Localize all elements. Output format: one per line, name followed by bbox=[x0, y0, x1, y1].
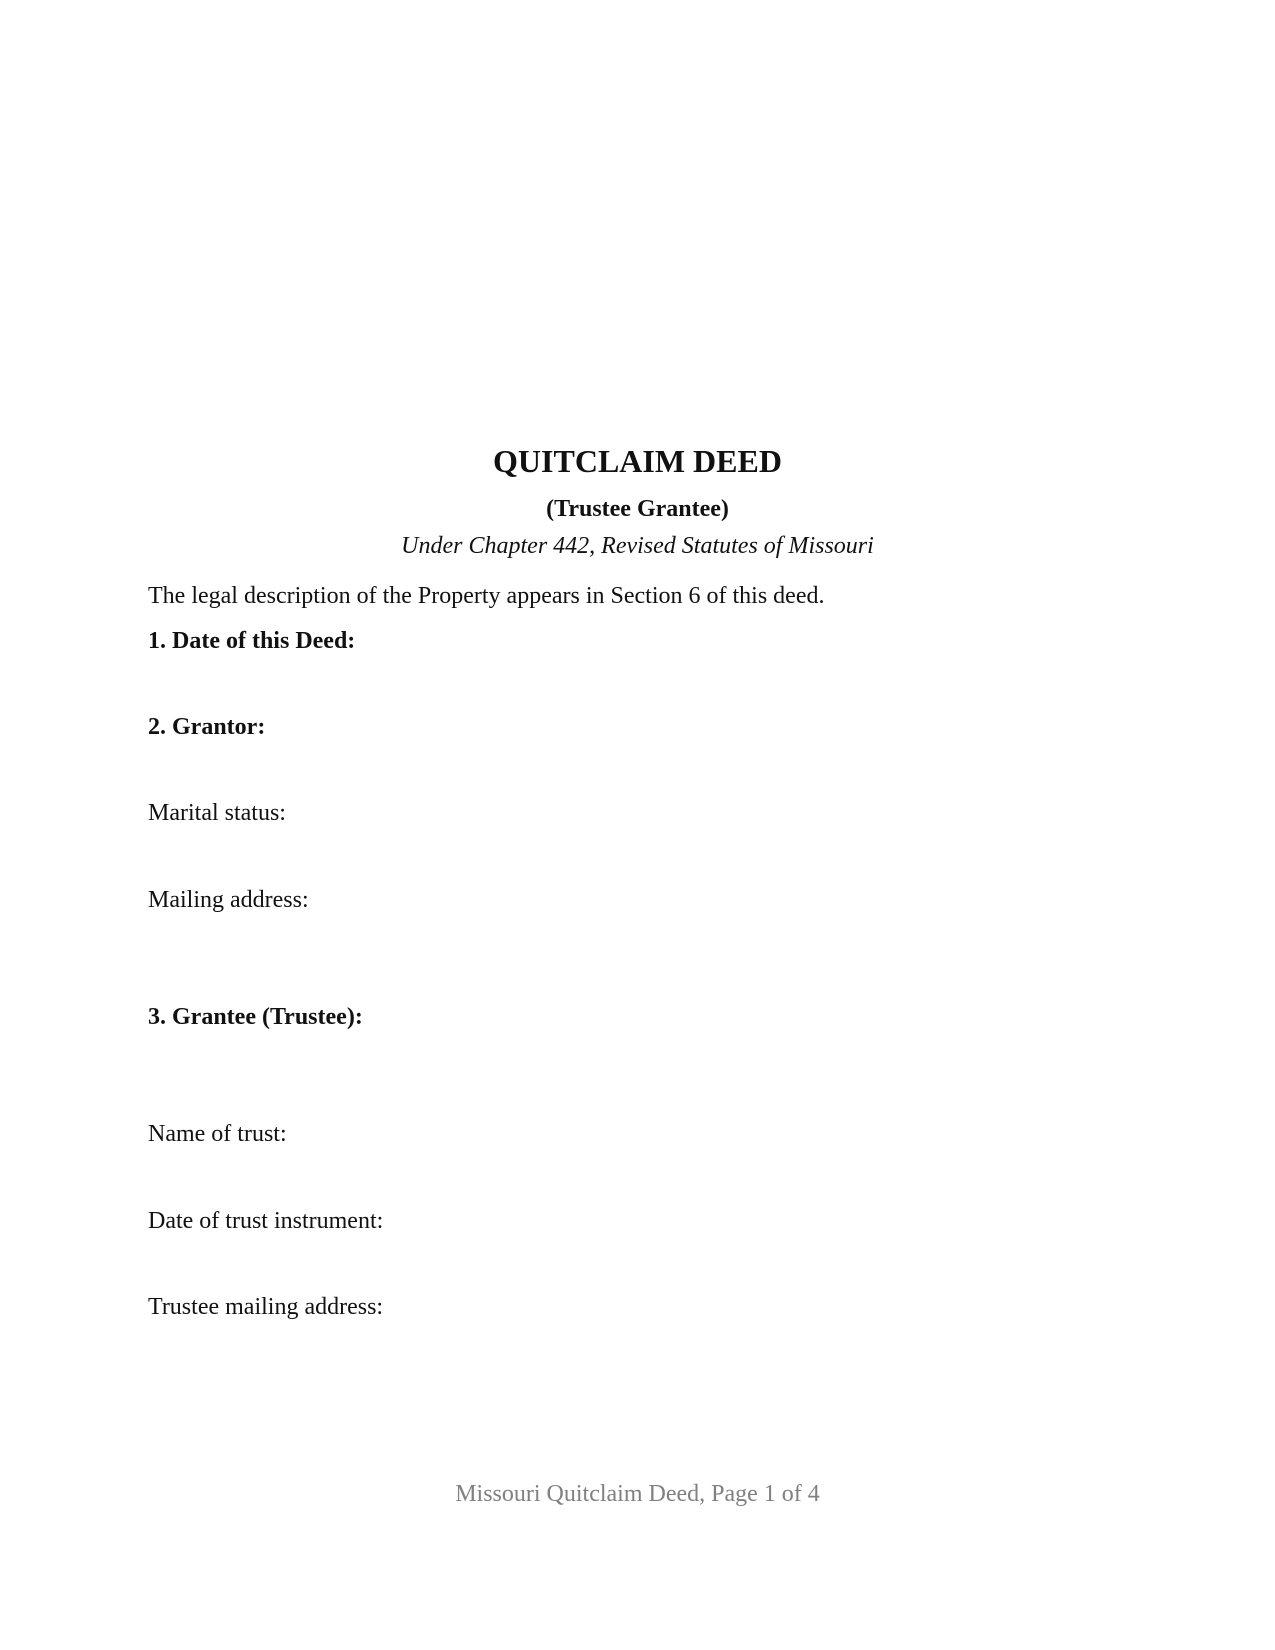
trust-name-label: Name of trust: bbox=[148, 1121, 287, 1147]
mailing-address-label: Mailing address: bbox=[148, 887, 309, 913]
intro-text: The legal description of the Property appears in Section 6 of this deed. bbox=[148, 583, 825, 609]
document-subtitle: (Trustee Grantee) bbox=[546, 496, 729, 522]
trust-date-label: Date of trust instrument: bbox=[148, 1208, 384, 1234]
trustee-mailing-address-label: Trustee mailing address: bbox=[148, 1294, 384, 1320]
date-of-deed-heading: 1. Date of this Deed: bbox=[148, 628, 356, 654]
marital-status-label: Marital status: bbox=[148, 800, 286, 826]
grantee-trustee-heading: 3. Grantee (Trustee): bbox=[148, 1004, 363, 1030]
statute-reference: Under Chapter 442, Revised Statutes of Missouri bbox=[401, 533, 874, 559]
page-footer: Missouri Quitclaim Deed, Page 1 of 4 bbox=[455, 1481, 820, 1507]
grantor-heading: 2. Grantor: bbox=[148, 714, 266, 740]
document-title: QUITCLAIM DEED bbox=[493, 443, 782, 479]
